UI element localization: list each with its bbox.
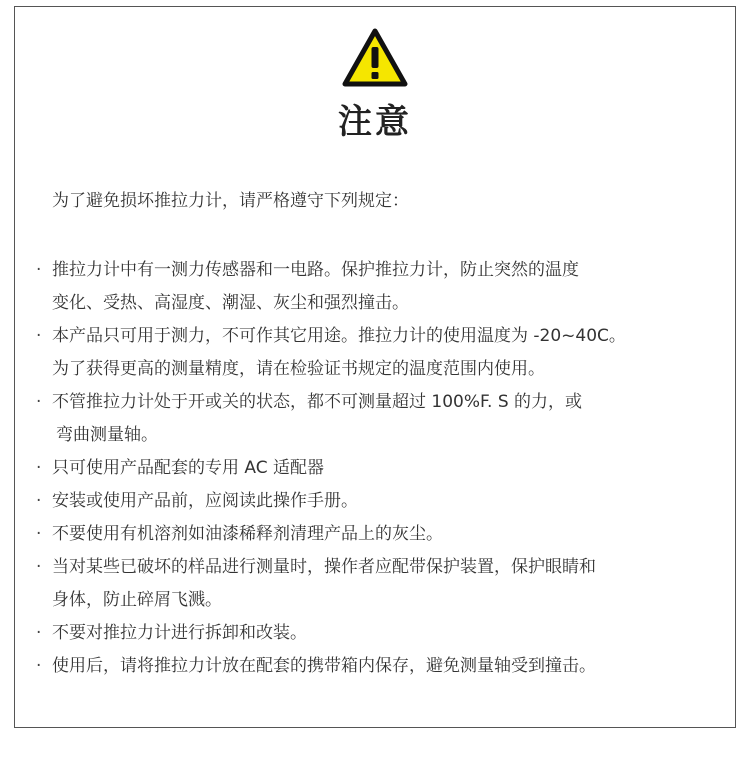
item-line: 身体，防止碎屑飞溅。 xyxy=(52,590,222,610)
item-line: 不要使用有机溶剂如油漆稀释剂清理产品上的灰尘。 xyxy=(52,524,443,544)
bullet: · xyxy=(36,326,42,346)
bullet: · xyxy=(36,524,42,544)
item-line: 只可使用产品配套的专用 AC 适配器 xyxy=(52,458,325,478)
bullet: · xyxy=(36,491,42,511)
warning-icon xyxy=(341,27,409,89)
bullet: · xyxy=(36,656,42,676)
item-line: 当对某些已破坏的样品进行测量时，操作者应配带保护装置，保护眼睛和 xyxy=(52,557,596,577)
item-line: 为了获得更高的测量精度，请在检验证书规定的温度范围内使用。 xyxy=(52,359,545,379)
list-item xyxy=(36,254,736,320)
page-title: 注意 xyxy=(338,102,412,142)
bullet: · xyxy=(36,392,42,412)
list-item xyxy=(36,617,736,650)
item-line: 变化、受热、高湿度、潮湿、灰尘和强烈撞击。 xyxy=(52,293,409,313)
item-line: 不管推拉力计处于开或关的状态，都不可测量超过 100%F. S 的力，或 xyxy=(52,392,583,412)
bullet: · xyxy=(36,260,42,280)
item-line: 本产品只可用于测力，不可作其它用途。推拉力计的使用温度为 -20~40C。 xyxy=(52,326,626,346)
rules-list xyxy=(36,254,736,683)
item-line: 不要对推拉力计进行拆卸和改装。 xyxy=(52,623,307,643)
item-line: 使用后，请将推拉力计放在配套的携带箱内保存，避免测量轴受到撞击。 xyxy=(52,656,596,676)
intro-text: 为了避免损坏推拉力计，请严格遵守下列规定： xyxy=(52,191,409,211)
item-line: 安装或使用产品前，应阅读此操作手册。 xyxy=(52,491,358,511)
list-item xyxy=(36,518,736,551)
list-item xyxy=(36,551,736,617)
bullet: · xyxy=(36,623,42,643)
list-item xyxy=(36,320,736,386)
bullet: · xyxy=(36,557,42,577)
list-item xyxy=(36,452,736,485)
list-item xyxy=(36,386,736,452)
list-item xyxy=(36,650,736,683)
list-item xyxy=(36,485,736,518)
bullet: · xyxy=(36,458,42,478)
item-line: 弯曲测量轴。 xyxy=(56,425,158,445)
item-line: 推拉力计中有一测力传感器和一电路。保护推拉力计，防止突然的温度 xyxy=(52,260,579,280)
